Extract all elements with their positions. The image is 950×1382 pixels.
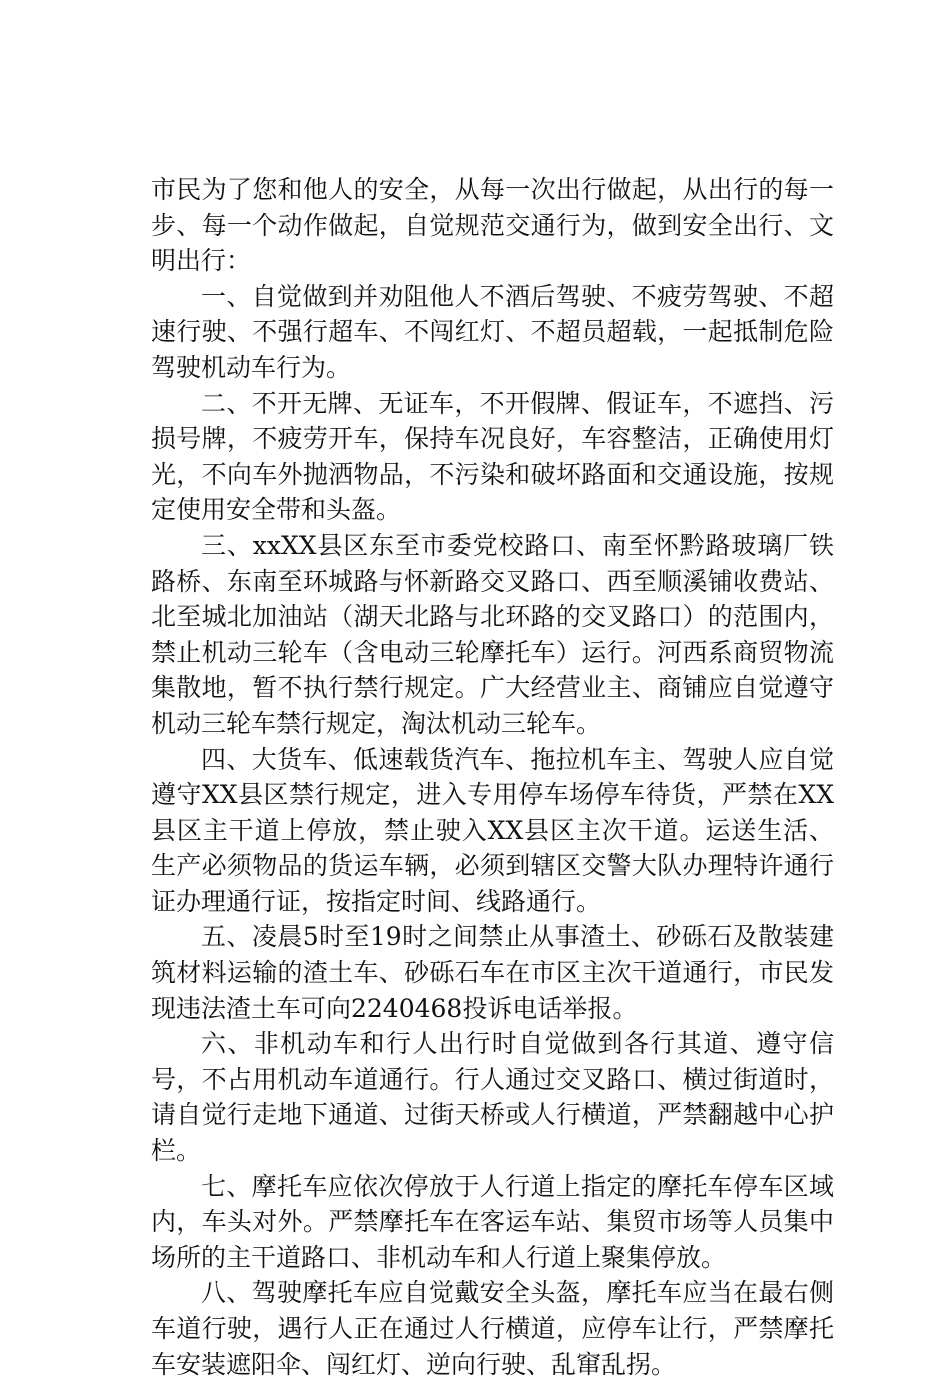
rule-paragraph-6: 六、非机动车和行人出行时自觉做到各行其道、遵守信号，不占用机动车道通行。行人通过交叉路口、横过街道时，请自觉行走地下通道、过街天桥或人行横道，严禁翻越中心护栏。: [151, 1029, 834, 1166]
rule-paragraph-8: 八、驾驶摩托车应自觉戴安全头盔，摩托车应当在最右侧车道行驶，遇行人正在通过人行横道，应停车让行，严禁摩托车安装遮阳伞、闯红灯、逆向行驶、乱窜乱拐。: [151, 1278, 834, 1379]
rule-paragraph-7: 七、摩托车应依次停放于人行道上指定的摩托车停车区域内，车头对外。严禁摩托车在客运车站、集贸市场等人员集中场所的主干道路口、非机动车和人行道上聚集停放。: [151, 1171, 834, 1272]
rule-paragraph-4: 四、大货车、低速载货汽车、拖拉机车主、驾驶人应自觉遵守XX县区禁行规定，进入专用停车场停车待货，严禁在XX县区主干道上停放，禁止驶入XX县区主次干道。运送生活、生产必须物品的货运车辆，必须到辖区交警大队办理特许通行证办理通行证，按指定时间、线路通行。: [151, 744, 834, 916]
intro-paragraph: 市民为了您和他人的安全，从每一次出行做起，从出行的每一步、每一个动作做起，自觉规范交通行为，做到安全出行、文明出行：: [151, 175, 834, 276]
document-body: [151, 172, 834, 1382]
rule-paragraph-2: 二、不开无牌、无证车，不开假牌、假证车，不遮挡、污损号牌，不疲劳开车，保持车况良好，车容整洁，正确使用灯光，不向车外抛洒物品，不污染和破坏路面和交通设施，按规定使用安全带和头盔。: [151, 388, 834, 525]
rule-paragraph-5: 五、凌晨5时至19时之间禁止从事渣土、砂砾石及散装建筑材料运输的渣土车、砂砾石车在市区主次干道通行，市民发现违法渣土车可向2240468投诉电话举报。: [151, 922, 834, 1023]
rule-paragraph-1: 一、自觉做到并劝阻他人不酒后驾驶、不疲劳驾驶、不超速行驶、不强行超车、不闯红灯、不超员超载，一起抵制危险驾驶机动车行为。: [151, 281, 834, 382]
rule-paragraph-3: 三、xxXX县区东至市委党校路口、南至怀黔路玻璃厂铁路桥、东南至环城路与怀新路交叉路口、西至顺溪铺收费站、北至城北加油站（湖天北路与北环路的交叉路口）的范围内，禁止机动三轮车（含电动三轮摩托车）运行。河西系商贸物流集散地，暂不执行禁行规定。广大经营业主、商铺应自觉遵守机动三轮车禁行规定，淘汰机动三轮车。: [151, 530, 834, 738]
